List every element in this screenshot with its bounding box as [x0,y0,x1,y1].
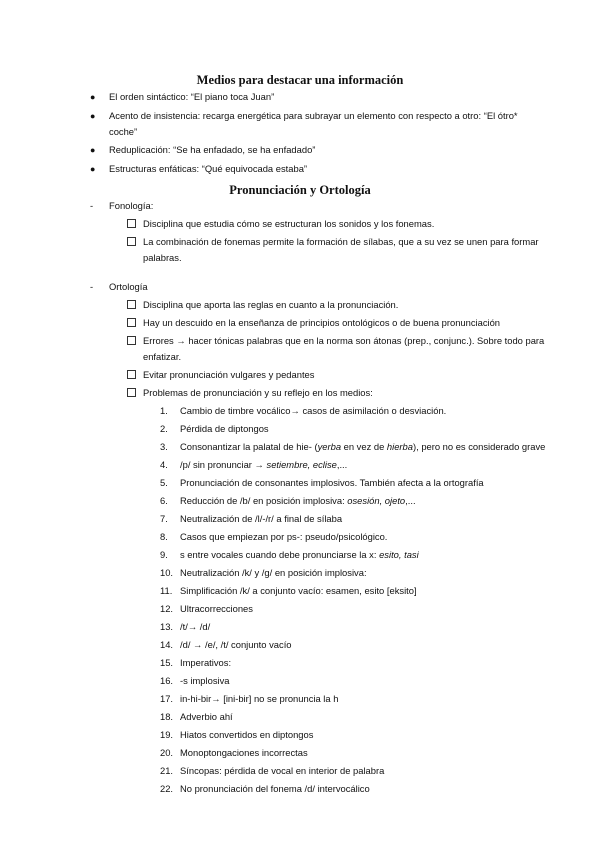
numbered-item: 11. Simplificación /k/ a conjunto vacío: esamen, esito [eksito] [160,583,550,599]
checkbox-icon[interactable] [127,336,136,345]
fonologia-heading: - Fonología: [90,198,550,214]
item-number: 1. [160,405,168,416]
section-title-medios: Medios para destacar una información [196,73,404,87]
item-number: 18. [160,711,174,722]
item-number: 11. [160,585,173,596]
numbered-item: 22. No pronunciación del fonema /d/ intervocálico [160,781,550,797]
ortologia-block [90,279,550,797]
item-number: 10. [160,567,174,578]
section-title-pronunciacion: Pronunciación y Ortología [229,183,371,197]
fonologia-block [90,198,550,266]
numbered-item: 12. Ultracorrecciones [160,601,550,617]
checklist-item: Hay un descuido en la enseñanza de principios ontológicos o de buena pronunciación [127,315,550,331]
bullet-icon: ● [90,110,96,121]
checklist-item: Problemas de pronunciación y su reflejo en los medios: 1. Cambio de timbre vocálico→ casos de asimilación o desviación. 2. Pérdida de diptongos 3. Consonantizar la palatal de hie- (yerba en vez de hierba), pero no es considerado grave 4. /p/ sin pronunciar → setiembre, eclise,... 5. Pronunciación de consonantes implosivos. También afecta a la ortografía 6. Reducción de /b/ en posición implosiva: osesión, ojeto,... 7. Neutralización de /l/-/r/ a final de sílaba 8. Casos que empiezan por ps-: pseudo/psicológico. 9. s entre vocales cuando debe pronunciarse la x: esito, tasi 10. Neutralización /k/ y /g/ en posición implosiva: 11. Simplificación /k/ a conjunto vacío: esamen, esito [eksito] 12. Ultracorrecciones 13. /t/→ /d/ 14. /d/ → /e/, /t/ conjunto vacío 15. Imperativos: 16. -s implosiva 17. in-hi-bir→ [ini-bir] no se pronuncia la h 18. Adverbio ahí 19. Hiatos convertidos en diptongos 20. Monoptongaciones incorrectas 21. Síncopas: pérdida de vocal en interior de palabra 22. No pronunciación del fonema /d/ intervocálico [127,385,550,797]
checklist-item: Evitar pronunciación vulgares y pedantes [127,367,550,383]
numbered-item: 5. Pronunciación de consonantes implosivos. También afecta a la ortografía [160,475,550,491]
ortologia-checklist [127,297,550,797]
numbered-item: 2. Pérdida de diptongos [160,421,550,437]
item-number: 6. [160,495,168,506]
numbered-item: 8. Casos que empiezan por ps-: pseudo/psicológico. [160,529,550,545]
checkbox-icon[interactable] [127,318,136,327]
item-number: 7. [160,513,168,524]
checkbox-icon[interactable] [127,370,136,379]
item-number: 22. [160,783,174,794]
medios-bullet-list [90,89,540,179]
bullet-icon: ● [90,163,96,174]
numbered-item: 17. in-hi-bir→ [ini-bir] no se pronuncia la h [160,691,550,707]
dash-marker: - [90,200,94,211]
item-number: 15. [160,657,174,668]
numbered-item: 3. Consonantizar la palatal de hie- (yerba en vez de hierba), pero no es considerado grave [160,439,550,455]
checkbox-icon[interactable] [127,300,136,309]
numbered-item: 10. Neutralización /k/ y /g/ en posición implosiva: [160,565,550,581]
numbered-item: 13. /t/→ /d/ [160,619,550,635]
numbered-item: 16. -s implosiva [160,673,550,689]
bullet-icon: ● [90,145,96,155]
item-number: 3. [160,441,168,452]
item-number: 4. [160,459,168,470]
item-number: 5. [160,477,168,488]
ortologia-heading: - Ortología [90,279,550,295]
item-number: 20. [160,747,174,758]
numbered-item: 18. Adverbio ahí [160,709,550,725]
bullet-icon: ● [90,92,96,102]
numbered-item: 21. Síncopas: pérdida de vocal en interior de palabra [160,763,550,779]
checkbox-icon[interactable] [127,219,136,228]
item-number: 13. [160,621,174,632]
numbered-item: 9. s entre vocales cuando debe pronunciarse la x: esito, tasi [160,547,550,563]
checklist-item: Disciplina que estudia cómo se estructuran los sonidos y los fonemas. [127,216,550,232]
list-item: ● El orden sintáctico: “El piano toca Juan” [90,89,540,105]
numbered-item: 20. Monoptongaciones incorrectas [160,745,550,761]
numbered-item: 7. Neutralización de /l/-/r/ a final de sílaba [160,511,550,527]
item-number: 17. [160,693,174,704]
numbered-item: 19. Hiatos convertidos en diptongos [160,727,550,743]
checkbox-icon[interactable] [127,237,136,246]
dash-marker: - [90,281,94,292]
list-item: ● Estructuras enfáticas: “Qué equivocada estaba” [90,161,540,177]
numbered-item: 6. Reducción de /b/ en posición implosiva: osesión, ojeto,... [160,493,550,509]
checklist-item: La combinación de fonemas permite la formación de sílabas, que a su vez se unen para formar palabras. [127,234,550,266]
item-number: 8. [160,531,168,542]
numbered-item: 1. Cambio de timbre vocálico→ casos de asimilación o desviación. [160,403,550,419]
numbered-item: 15. Imperativos: [160,655,550,671]
list-item: ● Acento de insistencia: recarga energética para subrayar un elemento con respecto a otro: “El ótro* coche” [90,109,518,137]
fonologia-checklist [127,216,550,266]
item-number: 14. [160,639,174,650]
checklist-item: Errores → hacer tónicas palabras que en la norma son átonas (prep., conjunc.). Sobre todo para enfatizar. [127,333,550,365]
item-number: 2. [160,423,168,434]
numbered-item: 4. /p/ sin pronunciar → setiembre, eclise,... [160,457,550,473]
problems-numbered-list [160,403,550,797]
item-number: 12. [160,603,174,614]
list-item: ● Reduplicación: “Se ha enfadado, se ha enfadado” [90,142,540,158]
numbered-item: 14. /d/ → /e/, /t/ conjunto vacío [160,637,550,653]
item-number: 21. [160,765,174,776]
item-number: 9. [160,549,168,560]
item-number: 19. [160,729,174,740]
item-number: 16. [160,675,174,686]
checklist-item: Disciplina que aporta las reglas en cuanto a la pronunciación. [127,297,550,313]
checkbox-icon[interactable] [127,388,136,397]
